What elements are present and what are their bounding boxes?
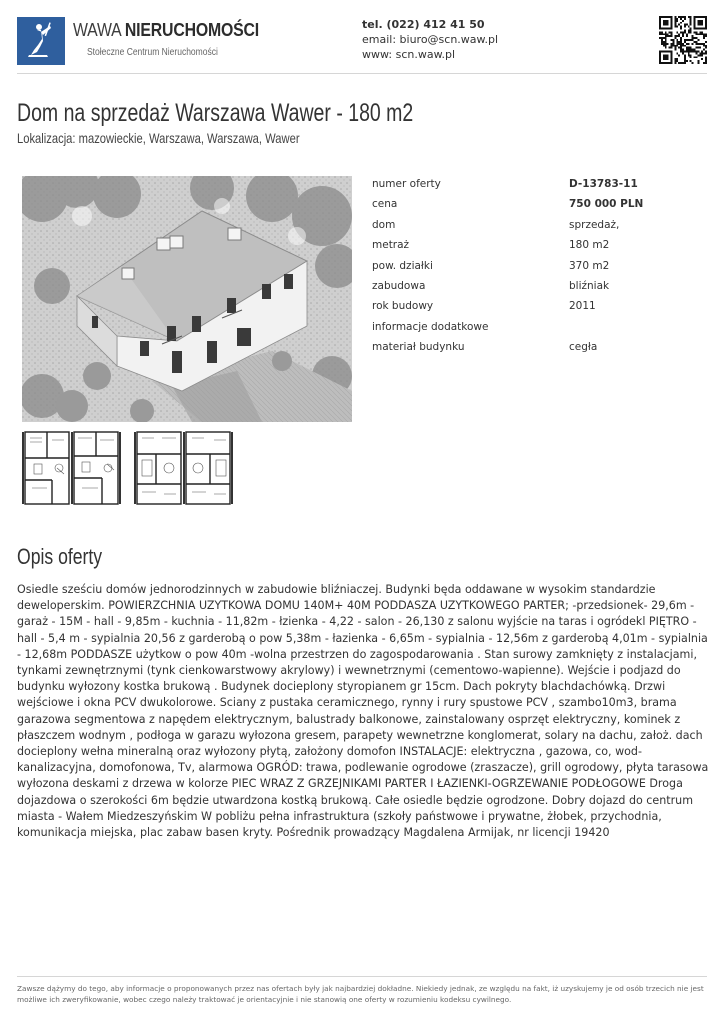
detail-value: sprzedaż, [569, 218, 620, 231]
detail-label: cena [372, 198, 398, 211]
detail-label: informacje dodatkowe [372, 320, 489, 333]
detail-value: 180 m2 [569, 239, 610, 252]
detail-label: rok budowy [372, 300, 434, 313]
detail-label: dom [372, 218, 396, 231]
floor-plan-image [134, 428, 234, 508]
floor-plan-image [22, 428, 122, 508]
website-link[interactable]: www: scn.waw.pl [362, 48, 456, 61]
brand-name: WAWA NIERUCHOMOŚCI [73, 20, 260, 40]
detail-label: metraż [372, 239, 410, 252]
company-logo [17, 17, 65, 65]
footer-disclaimer: Zawsze dążymy do tego, aby informacje o proponowanych przez nas ofertach były jak najbardziej dokładne. Niekiedy jednak, ze względu na fakt, iż uzyskujemy je od osób trzecich nie jest możliwe ich zweryfikowanie, wobec czego należy traktować je orientacyjnie i nie stanowią one oferty w rozumieniu kodeksu cywilnego. [17, 984, 704, 1004]
header-divider [17, 73, 707, 74]
detail-value: D-13783-11 [569, 178, 638, 190]
main-photo[interactable] [22, 176, 352, 422]
description-title: Opis oferty [17, 544, 103, 569]
listing-location: Lokalizacja: mazowieckie, Warszawa, Warszawa, Wawer [17, 130, 300, 146]
detail-value: bliźniak [569, 279, 610, 292]
detail-label: zabudowa [372, 279, 426, 292]
mermaid-icon [17, 17, 65, 65]
description-text: Osiedle sześciu domów jednorodzinnych w zabudowie bliźniaczej. Budynki będa oddawane w wysokim standardzie deweloperskim. POWIERZCHNIA UZYTKOWA DOMU 140M+ 40M PODDASZA UZYTKOWEGO PARTER; -przedsionek- 29,6m - garaż - 15M - hall - 9,85m - kuchnia - 11,82m - łzienka - 4,22 - salon - 26,130 z salonu wyjście na taras i ogródekl PIĘTRO - hall - 5,4 m - sypialnia 20,56 z garderobą o pow 5,38m - łazienka - 6,65m - sypialnia - 12,56m z garderobą 4,01m - sypialnia - 12,68m PODDASZE użytkow o pow 40m -wolna przestrzen do zagospodarowania . Stan surowy zamknięty z instalacjami, tynkami zewnętrznymi (tynk cienkowarstwowy akrylowy) i wewnetrznymi (cementowo-wapienne). Wejście i podjazd do budynku wyłozony kostka brukową . Budynek docieplony styropianem gr 15cm. Dach pokryty blachdachówką. Drzwi wejściowe i okna PCV dwukolorowe. Sciany z pustaka ceramicznego, rynny i rury spustowe PCV , szambo10m3, brama garazowa segmentowa z napędem elektrycznym, balustrady balkonowe, zainstalowany osprzęt elektryczny, kominek z płaszczem wodnym , podłoga w garazu wyłozona gresem, parapety wewnetrzne konglomerat, solary na dachu, założ. dach docieplony wełna mineralną oraz wyłozony płytą, założony domofon INSTALACJE: elektryczna , gazowa, co, wod-kanalizacyjna, domofonowa, Tv, alarmowa OGRÓD: trawa, podlewanie ogrodowe (zraszacze), grill ogrodowy, płyta tarasowa wyłozona deskami z drzewa w kolorze PIEC WRAZ Z GRZEJNIKAMI PARTER I ŁAZIENKI-OGRZEWANIE PODŁOGOWE Droga dojazdowa o szerokości 6m będzie utwardzona kostką brukową. Całe osiedle będzie ogrodzone. Dobry dojazd do centrum miasta - Wałem Miedzeszyńskim W pobliżu pełna infrastruktura (szkoły państwowe i prywatne, żłobek, przychodnia, komunikacja miejska, plac zabaw basen kryty. Pośrednik prowadzący Magdalena Armijak, nr licencji 19420 [17, 583, 709, 840]
floor-plan-thumbnail[interactable] [22, 428, 122, 508]
qr-code-icon [659, 16, 707, 64]
detail-label: pow. działki [372, 259, 433, 272]
contact-info [362, 17, 498, 62]
house-rendering-image [22, 176, 352, 422]
phone-number[interactable]: tel. (022) 412 41 50 [362, 18, 485, 31]
detail-value: 2011 [569, 300, 596, 313]
detail-label: materiał budynku [372, 341, 465, 354]
detail-value: 370 m2 [569, 259, 610, 272]
detail-value: 750 000 PLN [569, 198, 644, 211]
floor-plan-thumbnail[interactable] [134, 428, 234, 508]
detail-value: cegła [569, 341, 598, 354]
footer-divider [17, 976, 707, 977]
brand-subtitle: Stołeczne Centrum Nieruchomości [87, 47, 218, 58]
listing-title: Dom na sprzedaż Warszawa Wawer - 180 m2 [17, 99, 414, 127]
detail-label: numer oferty [372, 178, 441, 190]
email-address[interactable]: email: biuro@scn.waw.pl [362, 33, 499, 46]
